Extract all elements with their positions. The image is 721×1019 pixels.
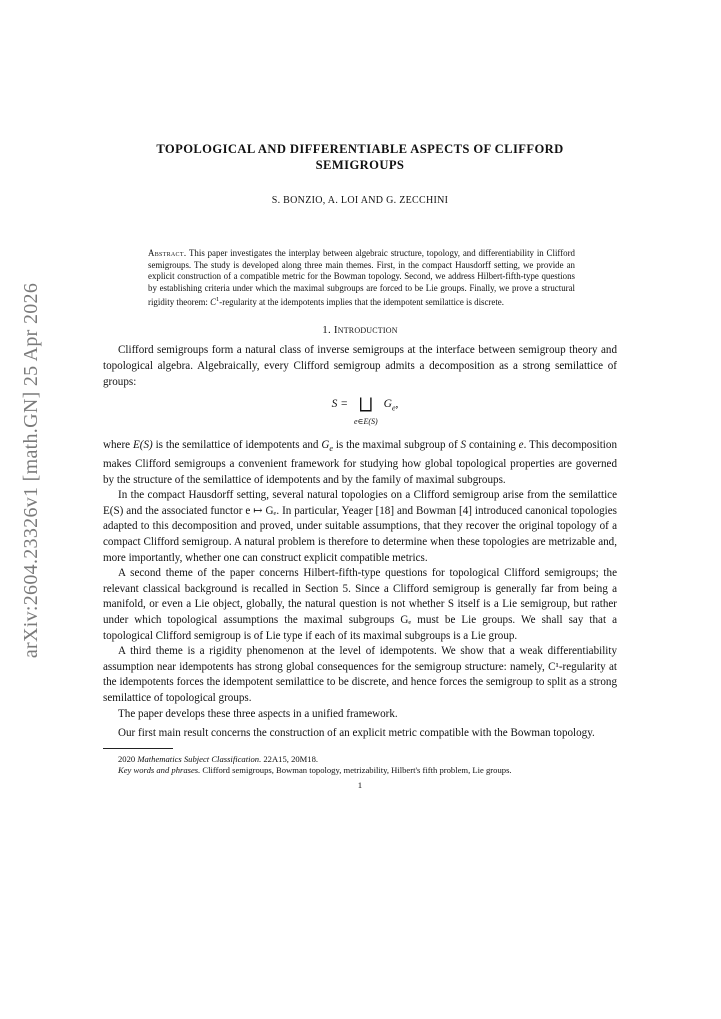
equation-rhs: $G_e$,: [383, 398, 399, 413]
paper-page: [103, 141, 617, 790]
disjoint-union-operator: [354, 396, 378, 427]
operator-subscript: e∈E(S): [353, 417, 378, 427]
paper-title: TOPOLOGICAL AND DIFFERENTIABLE ASPECTS OF CLIFFORD SEMIGROUPS: [156, 142, 564, 172]
display-equation: [103, 396, 617, 434]
equation-lhs: S =: [331, 398, 348, 411]
abstract-text-part-2: -regularity at the idempotents implies that the idempotent semilattice is discrete.: [219, 296, 504, 307]
arxiv-identifier: arXiv:2604.23326v1 [math.GN] 25 Apr 2026: [20, 282, 43, 658]
paragraph-5: A third theme is a rigidity phenomenon at the level of idempotents. We show that a weak differentiability assumption near idempotents has strong global consequences for the semigroup structure: namely, C¹-regularity at the idempotents forces the idempotent semilattice to be discrete, and hence forces the semigroup to split as a strong semilattice of topological groups.: [103, 645, 617, 704]
abstract-math-c: C: [210, 296, 217, 307]
paper-authors: S. BONZIO, A. LOI AND G. ZECCHINI: [271, 195, 449, 206]
abstract-math-sup: 1: [216, 296, 220, 303]
abstract-label: Abstract.: [148, 248, 187, 258]
page-number: 1: [357, 779, 363, 790]
paragraph-6: The paper develops these three aspects in a unified framework.: [118, 707, 398, 720]
footnote-msc: 2020 Mathematics Subject Classification. 22A15, 20M18.: [118, 753, 319, 764]
paragraph-2: where E(S) is the semilattice of idempotents and $G_e$ is the maximal subgroup of S containing e. This decomposition makes Clifford semigroups a convenient framework for studying how global topological properties are governed by the structure of the semilattice of idempotents and by the family of maximal subgroups.: [103, 439, 617, 486]
section-title: Introduction: [333, 324, 398, 337]
paragraph-4: A second theme of the paper concerns Hilbert-fifth-type questions for topological Clifford semigroups; the relevant classical background is recalled in Section 5. Since a Clifford semigroup is generally far from being a manifold, or even a Lie object, globally, the natural question is not whether S itself is a Lie semigroup, but rather under which topological assumptions the maximal subgroups Gₑ must be Lie groups. We shall say that a topological Clifford semigroup is of Lie type if each of its maximal subgroups is a Lie group.: [103, 567, 617, 642]
footnote-keywords: Key words and phrases. Clifford semigroups, Bowman topology, metrizability, Hilbert's fifth problem, Lie groups.: [118, 764, 512, 775]
footnote-rule: [103, 748, 173, 749]
abstract-text-part-1: This paper investigates the interplay between algebraic structure, topology, and differentiability in Clifford semigroups. The study is developed along three main themes. First, in the compact Hausdorff setting, we provide an explicit construction of a compatible metric for the Bowman topology. Second, we address Hilbert-fifth-type questions by establishing criteria under which the maximal subgroups are forced to be Lie groups. Finally, we prove a structural rigidity theorem:: [148, 248, 575, 307]
paragraph-3: In the compact Hausdorff setting, several natural topologies on a Clifford semigroup arise from the semilattice E(S) and the associated functor e ↦ Gₑ. In particular, Yeager [18] and Bowman [4] introduced canonical topologies adapted to this decomposition and proved, under suitable assumptions, that they recover the original topology of a compact Clifford semigroup. A natural problem is therefore to determine when these topologies are metrizable and, more importantly, whether one can construct explicit compatible metrics.: [103, 489, 617, 564]
abstract: [148, 248, 575, 308]
section-heading: [103, 324, 617, 336]
section-number: 1.: [322, 324, 331, 337]
disjoint-union-symbol: ⨆: [359, 395, 373, 415]
paragraph-7: Our first main result concerns the construction of an explicit metric compatible with the Bowman topology.: [118, 727, 595, 740]
paragraph-1: Clifford semigroups form a natural class of inverse semigroups at the interface between semigroup theory and topological algebra. Algebraically, every Clifford semigroup admits a decomposition as a strong semilattice of groups:: [103, 344, 617, 388]
arxiv-identifier-stamp: [10, 280, 54, 660]
